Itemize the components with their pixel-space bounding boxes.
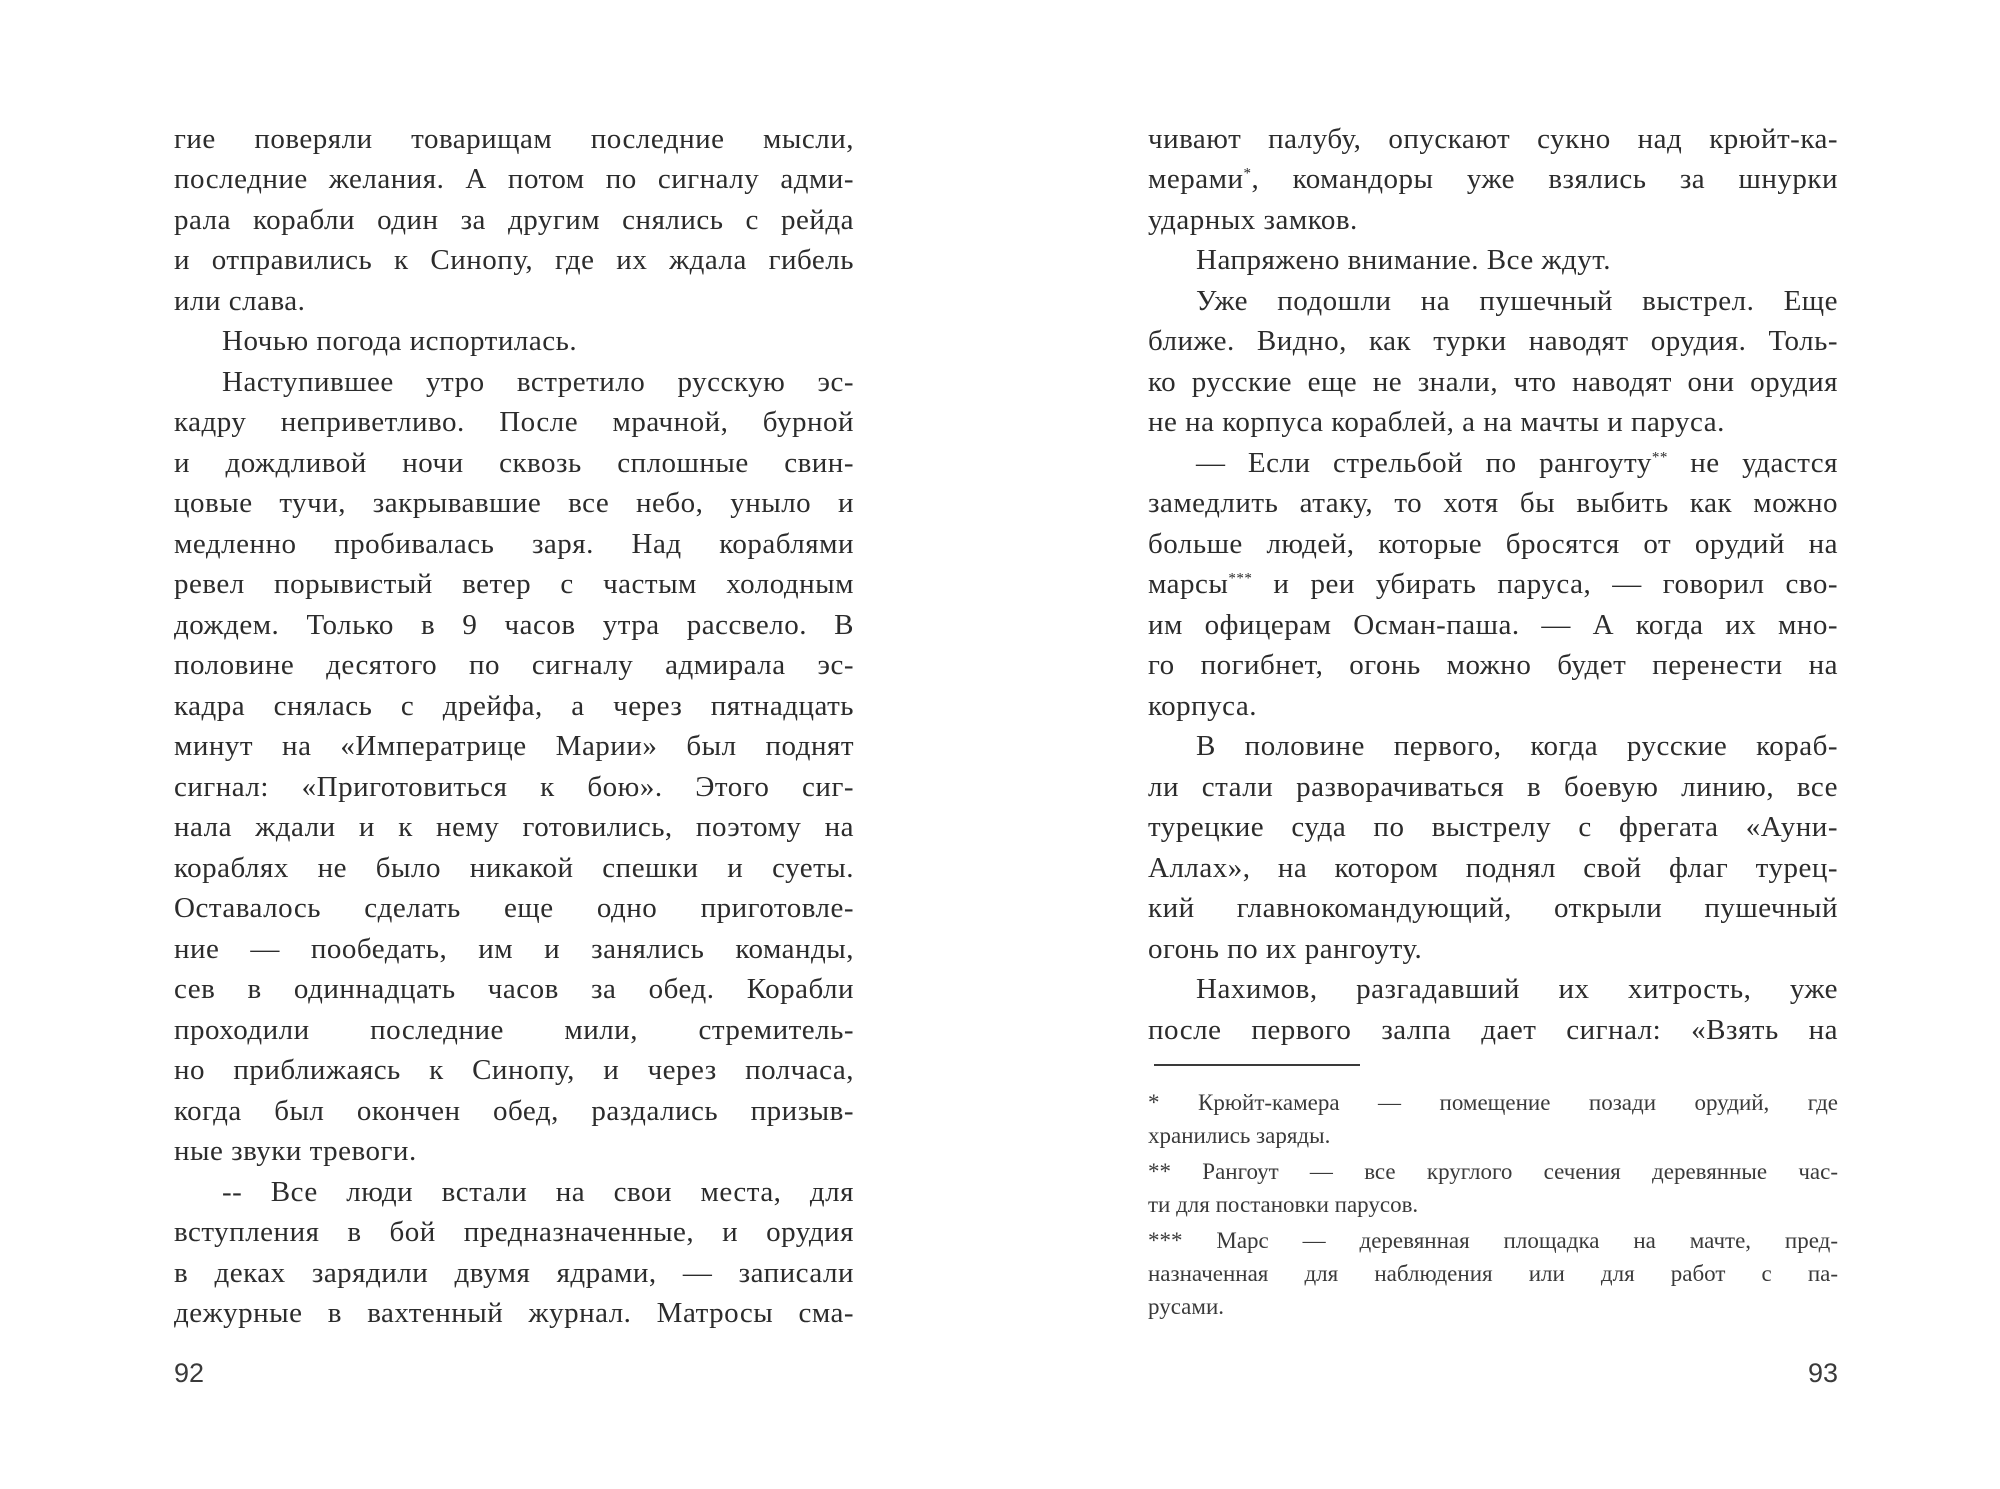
text-line: ближе. Видно, как турки наводят орудия. Толь- [1148,325,1838,357]
text-line: ние — пообедать, им и занялись команды, [174,933,854,965]
text-line: В половине первого, когда русские кораб- [1196,730,1838,762]
text-line: кадра снялась с дрейфа, а через пятнадцать [174,690,854,722]
text-line: огонь по их рангоуту. [1148,933,1423,965]
footnote-line: ти для постановки парусов. [1148,1192,1419,1217]
footnote-line: *** Марс — деревянная площадка на мачте, пред- [1148,1228,1838,1253]
text-line: Аллах», на котором поднял свой флаг турец- [1148,852,1838,884]
text-line: им офицерам Осман-паша. — А когда их мно- [1148,609,1838,641]
text-line: Ночью погода испортилась. [222,325,578,357]
text-line: ревел порывистый ветер с частым холодным [174,568,854,600]
text-line: цовые тучи, закрывавшие все небо, уныло и [174,487,854,519]
text-line: нала ждали и к нему готовились, поэтому на [174,811,854,843]
footnote-line: ** Рангоут — все круглого сечения деревянные час- [1148,1159,1838,1184]
footnote-line: * Крюйт-камера — помещение позади орудий, где [1148,1090,1838,1115]
text-line: дежурные в вахтенный журнал. Матросы сма- [174,1297,854,1329]
text-line: Уже подошли на пушечный выстрел. Еще [1196,285,1838,317]
text-line: проходили последние мили, стремитель- [174,1014,854,1046]
text-line: и дождливой ночи сквозь сплошные свин- [174,447,854,479]
text-run: мерами [1148,163,1244,195]
text-line [1148,161,1838,201]
text-line: ударных замков. [1148,204,1358,236]
text-line: ли стали разворачиваться в боевую линию, все [1148,771,1838,803]
text-line: ные звуки тревоги. [174,1135,417,1167]
text-line: кий главнокомандующий, открыли пушечный [1148,892,1838,924]
text-line: -- Все люди встали на свои места, для [222,1176,854,1208]
text-line [1148,445,1838,485]
text-line: ко русские еще не знали, что наводят они орудия [1148,366,1838,398]
text-line: но приближаясь к Синопу, и через полчаса, [174,1054,854,1086]
page-number: 92 [174,1358,205,1388]
text-line: замедлить атаку, то хотя бы выбить как можно [1148,487,1838,519]
text-line: го погибнет, огонь можно будет перенести на [1148,649,1838,681]
text-line: больше людей, которые бросятся от орудий на [1148,528,1838,560]
text-line: или слава. [174,285,306,317]
text-line: турецкие суда по выстрелу с фрегата «Ауни- [1148,811,1838,843]
footnote-line: назначенная для наблюдения или для работ с па- [1148,1261,1838,1286]
text-line: после первого залпа дает сигнал: «Взять на [1148,1014,1838,1046]
text-line: кораблях не было никакой спешки и суеты. [174,852,854,884]
text-line: сигнал: «Приготовиться к бою». Этого сиг- [174,771,854,803]
text-line: минут на «Императрице Марии» был поднят [174,730,854,762]
text-run: марсы [1148,568,1229,600]
footnote-divider [1154,1064,1360,1066]
text-run: и реи убирать паруса, — говорил сво- [1252,568,1838,600]
footnote-mark: *** [1228,570,1253,587]
text-line: медленно пробивалась заря. Над кораблями [174,528,854,560]
page-number: 93 [1807,1358,1838,1388]
text-line: Наступившее утро встретило русскую эс- [222,366,854,398]
text-line: кадру неприветливо. После мрачной, бурной [174,406,854,438]
text-line: в деках зарядили двумя ядрами, — записали [174,1257,854,1289]
text-line: корпуса. [1148,690,1257,722]
text-run: — Если стрельбой по рангоуту [1196,447,1652,479]
footnote-line: хранились заряды. [1148,1123,1331,1148]
text-line: рала корабли один за другим снялись с рейда [174,204,854,236]
text-line: и отправились к Синопу, где их ждала гибель [174,244,854,276]
text-line: Нахимов, разгадавший их хитрость, уже [1196,973,1838,1005]
text-line: не на корпуса кораблей, а на мачты и паруса. [1148,406,1725,438]
text-run: не удастся [1667,447,1838,479]
text-line: когда был окончен обед, раздались призыв- [174,1095,854,1127]
text-line: Оставалось сделать еще одно приготовле- [174,892,854,924]
text-line: гие поверяли товарищам последние мысли, [174,123,854,155]
text-line: чивают палубу, опускают сукно над крюйт-ка- [1148,123,1838,155]
text-line: последние желания. А потом по сигналу адми- [174,163,854,195]
text-line: дождем. Только в 9 часов утра рассвело. В [174,609,854,641]
text-run: , командоры уже взялись за шнурки [1251,163,1838,195]
footnote-mark: * [1243,165,1252,182]
text-line: половине десятого по сигналу адмирала эс- [174,649,854,681]
footnote-line: русами. [1148,1294,1225,1319]
text-line: сев в одиннадцать часов за обед. Корабли [174,973,854,1005]
text-line: вступления в бой предназначенные, и орудия [174,1216,854,1248]
footnote-mark: ** [1651,449,1668,466]
text-line [1148,566,1838,606]
text-line: Напряжено внимание. Все ждут. [1196,244,1611,276]
